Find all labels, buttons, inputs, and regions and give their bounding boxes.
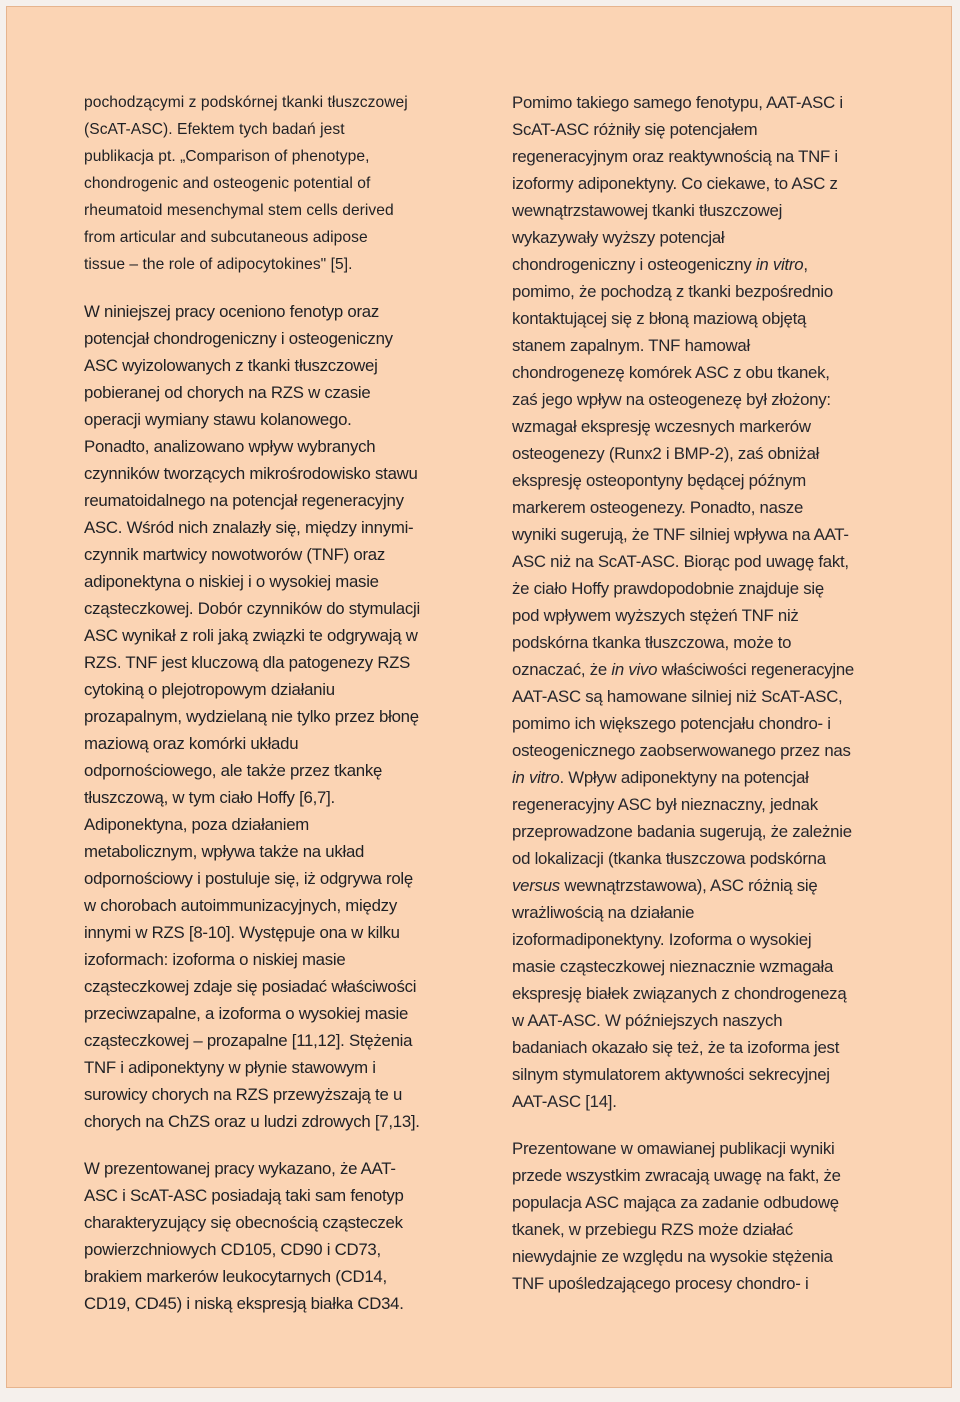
- text-line: przede wszystkim zwracają uwagę na fakt, że: [512, 1166, 841, 1185]
- text-line: maziową oraz komórki układu: [84, 734, 299, 753]
- text-line: pomimo, że pochodzą z tkanki bezpośrednio: [512, 282, 833, 301]
- text-segment: chondrogeniczny i osteogeniczny: [512, 255, 756, 274]
- text-line: tissue – the role of adipocytokines" [5].: [84, 256, 353, 273]
- text-line: (ScAT-ASC). Efektem tych badań jest: [84, 121, 345, 138]
- text-line: AAT-ASC [14].: [512, 1092, 617, 1111]
- text-line: pomimo ich większego potencjału chondro- i: [512, 714, 831, 733]
- italic-term: in vitro: [512, 768, 560, 787]
- text-line: w chorobach autoimmunizacyjnych, między: [84, 896, 397, 915]
- text-line: zaś jego wpływ na osteogenezę był złożony:: [512, 390, 831, 409]
- text-line: Prezentowane w omawianej publikacji wyniki: [512, 1139, 835, 1158]
- text-line: publikacja pt. „Comparison of phenotype,: [84, 148, 370, 165]
- text-line: przeprowadzone badania sugerują, że zależnie: [512, 822, 852, 841]
- text-line: rheumatoid mesenchymal stem cells derived: [84, 202, 394, 219]
- italic-term: in vivo: [611, 660, 658, 679]
- text-line: TNF i adiponektyny w płynie stawowym i: [84, 1058, 376, 1077]
- text-line: stanem zapalnym. TNF hamował: [512, 336, 750, 355]
- text-line: wrażliwością na działanie: [512, 903, 695, 922]
- right-column: [512, 89, 884, 1297]
- left-column: [84, 89, 464, 1317]
- italic-term: versus: [512, 876, 560, 895]
- text-line: [512, 872, 884, 899]
- text-line: wewnątrzstawowej tkanki tłuszczowej: [512, 201, 783, 220]
- text-line: odpornościowy i postuluje się, iż odgrywa rolę: [84, 869, 413, 888]
- text-line: RZS. TNF jest kluczową dla patogenezy RZS: [84, 653, 411, 672]
- text-line: operacji wymiany stawu kolanowego.: [84, 410, 352, 429]
- text-line: ASC niż na ScAT-ASC. Biorąc pod uwagę fakt,: [512, 552, 849, 571]
- text-line: tłuszczową, w tym ciało Hoffy [6,7].: [84, 788, 335, 807]
- text-line: from articular and subcutaneous adipose: [84, 229, 368, 246]
- text-line: ASC wynikał z roli jaką związki te odgrywają w: [84, 626, 418, 645]
- text-line: Adiponektyna, poza działaniem: [84, 815, 310, 834]
- text-line: chondrogenezę komórek ASC z obu tkanek,: [512, 363, 830, 382]
- text-segment: . Wpływ adiponektyny na potencjał: [559, 768, 809, 787]
- text-line: ASC i ScAT-ASC posiadają taki sam fenotyp: [84, 1186, 404, 1205]
- text-line: czynnik martwicy nowotworów (TNF) oraz: [84, 545, 386, 564]
- text-line: cząsteczkowej – prozapalne [11,12]. Stężenia: [84, 1031, 413, 1050]
- text-line: W niniejszej pracy oceniono fenotyp oraz: [84, 302, 380, 321]
- text-line: AAT-ASC są hamowane silniej niż ScAT-ASC,: [512, 687, 843, 706]
- text-line: masie cząsteczkowej nieznacznie wzmagała: [512, 957, 834, 976]
- text-line: populacja ASC mająca za zadanie odbudowę: [512, 1193, 839, 1212]
- text-line: reumatoidalnego na potencjał regeneracyjny: [84, 491, 404, 510]
- methods-paragraph: [84, 298, 464, 1135]
- text-segment: ,: [803, 255, 808, 274]
- text-line: kontaktującej się z błoną maziową objętą: [512, 309, 807, 328]
- italic-term: in vitro: [755, 255, 804, 274]
- intro-paragraph: [84, 89, 464, 278]
- conclusion-paragraph: [512, 1135, 884, 1297]
- text-line: izoformach: izoforma o niskiej masie: [84, 950, 346, 969]
- text-line: Ponadto, analizowano wpływ wybranych: [84, 437, 376, 456]
- text-segment: oznaczać, że: [512, 660, 612, 679]
- text-line: [512, 251, 884, 278]
- text-line: ekspresję osteopontyny będącej późnym: [512, 471, 806, 490]
- text-line: regeneracyjny ASC był nieznaczny, jednak: [512, 795, 818, 814]
- text-line: przeciwzapalne, a izoforma o wysokiej masie: [84, 1004, 409, 1023]
- text-line: cząsteczkowej zdaje się posiadać właściwości: [84, 977, 417, 996]
- text-line: cytokiną o plejotropowym działaniu: [84, 680, 335, 699]
- text-line: wykazywały wyższy potencjał: [512, 228, 725, 247]
- text-line: podskórna tkanka tłuszczowa, może to: [512, 633, 792, 652]
- text-line: ScAT-ASC różniły się potencjałem: [512, 120, 758, 139]
- text-line: powierzchniowych CD105, CD90 i CD73,: [84, 1240, 381, 1259]
- text-line: osteogenicznego zaobserwowanego przez nas: [512, 741, 851, 760]
- text-segment: właściwości regeneracyjne: [657, 660, 855, 679]
- text-line: chondrogenic and osteogenic potential of: [84, 175, 371, 192]
- text-line: surowicy chorych na RZS przewyższają te u: [84, 1085, 403, 1104]
- document-page: [6, 6, 952, 1388]
- text-line: prozapalnym, wydzielaną nie tylko przez błonę: [84, 707, 419, 726]
- text-line: izoformy adiponektyny. Co ciekawe, to ASC z: [512, 174, 838, 193]
- findings-paragraph: [84, 1155, 464, 1317]
- text-line: CD19, CD45) i niską ekspresją białka CD34.: [84, 1294, 404, 1313]
- text-line: chorych na ChZS oraz u ludzi zdrowych [7,13].: [84, 1112, 420, 1131]
- text-line: regeneracyjnym oraz reaktywnością na TNF i: [512, 147, 838, 166]
- text-line: wyniki sugerują, że TNF silniej wpływa na AAT-: [512, 525, 849, 544]
- text-line: TNF upośledzającego procesy chondro- i: [512, 1274, 809, 1293]
- text-line: niewydajnie ze względu na wysokie stężenia: [512, 1247, 833, 1266]
- text-line: odpornościowego, ale także przez tkankę: [84, 761, 383, 780]
- text-segment: wewnątrzstawowa), ASC różnią się: [559, 876, 818, 895]
- text-line: wzmagał ekspresję wczesnych markerów: [512, 417, 811, 436]
- text-line: W prezentowanej pracy wykazano, że AAT-: [84, 1159, 396, 1178]
- text-line: w AAT-ASC. W późniejszych naszych: [512, 1011, 783, 1030]
- text-line: pod wpływem wyższych stężeń TNF niż: [512, 606, 799, 625]
- text-line: czynników tworzących mikrośrodowisko stawu: [84, 464, 418, 483]
- text-line: cząsteczkowej. Dobór czynników do stymulacji: [84, 599, 420, 618]
- text-line: ekspresję białek związanych z chondrogenezą: [512, 984, 847, 1003]
- text-line: markerem osteogenezy. Ponadto, nasze: [512, 498, 804, 517]
- text-line: silnym stymulatorem aktywności sekrecyjnej: [512, 1065, 830, 1084]
- text-line: pobieranej od chorych na RZS w czasie: [84, 383, 371, 402]
- text-line: adiponektyna o niskiej i o wysokiej masie: [84, 572, 379, 591]
- text-line: charakteryzujący się obecnością cząsteczek: [84, 1213, 403, 1232]
- text-line: ASC wyizolowanych z tkanki tłuszczowej: [84, 356, 378, 375]
- text-line: badaniach okazało się też, że ta izoforma jest: [512, 1038, 840, 1057]
- text-line: potencjał chondrogeniczny i osteogeniczny: [84, 329, 393, 348]
- results-paragraph: [512, 89, 884, 1115]
- text-line: izoformadiponektyny. Izoforma o wysokiej: [512, 930, 812, 949]
- text-line: metabolicznym, wpływa także na układ: [84, 842, 365, 861]
- text-line: że ciało Hoffy prawdopodobnie znajduje się: [512, 579, 824, 598]
- text-line: [512, 656, 884, 683]
- text-line: Pomimo takiego samego fenotypu, AAT-ASC i: [512, 93, 843, 112]
- text-line: pochodzącymi z podskórnej tkanki tłuszczowej: [84, 94, 408, 111]
- text-line: osteogenezy (Runx2 i BMP-2), zaś obniżał: [512, 444, 820, 463]
- text-line: [512, 764, 884, 791]
- text-line: od lokalizacji (tkanka tłuszczowa podskórna: [512, 849, 826, 868]
- text-line: tkanek, w przebiegu RZS może działać: [512, 1220, 794, 1239]
- text-line: innymi w RZS [8-10]. Występuje ona w kilku: [84, 923, 400, 942]
- text-line: brakiem markerów leukocytarnych (CD14,: [84, 1267, 387, 1286]
- text-line: ASC. Wśród nich znalazły się, między innymi-: [84, 518, 414, 537]
